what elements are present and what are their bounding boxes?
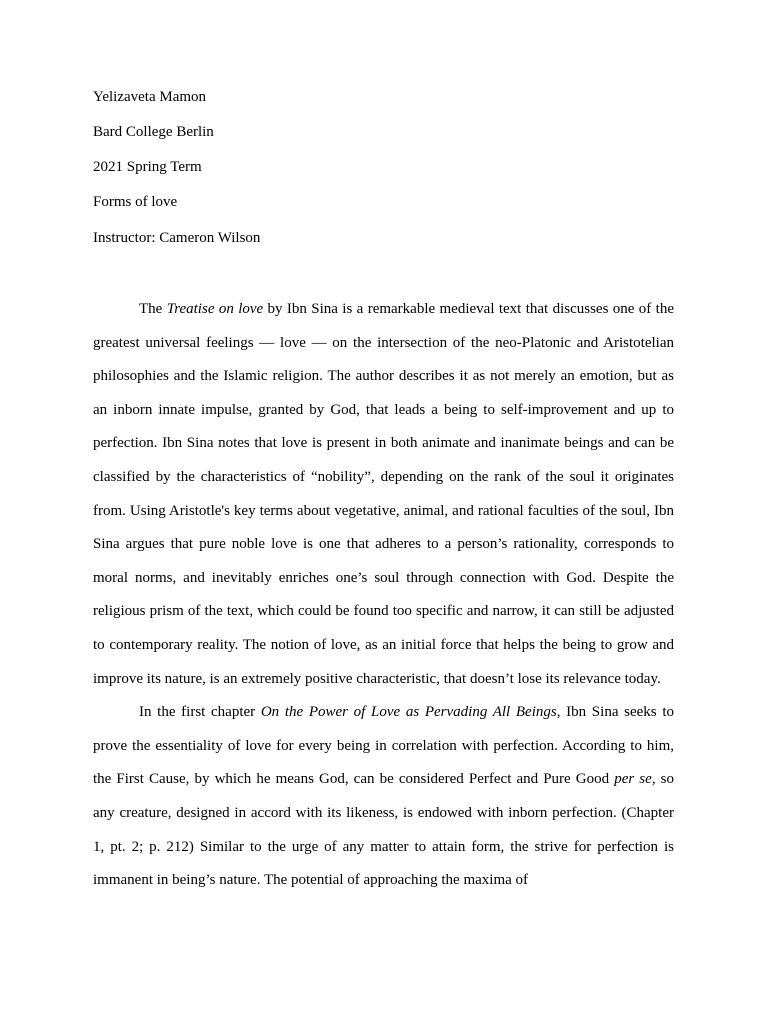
author-name: Yelizaveta Mamon xyxy=(93,89,207,105)
paragraph-2 xyxy=(93,696,674,898)
chapter-title: On the Power of Love as Pervading All Beings xyxy=(260,704,557,721)
course-title: Forms of love xyxy=(93,194,178,210)
paragraph-2-text-middle: , Ibn Sina seeks to prove the essentiality of love for every being in correlation with perfection. According to him, the First Cause, by which he means God, can be considered Perfect and Pure Good xyxy=(93,704,674,788)
paragraph-1-text-start: The xyxy=(139,301,167,317)
institution-name: Bard College Berlin xyxy=(93,124,214,140)
term-label: 2021 Spring Term xyxy=(93,159,202,175)
paragraph-2-text-start: In the first chapter xyxy=(139,704,261,721)
treatise-title: Treatise on love xyxy=(166,301,264,317)
latin-phrase: per se xyxy=(614,771,652,788)
paragraph-2-text-end: , so any creature, designed in accord with its likeness, is endowed with inborn perfection. (Chapter 1, pt. 2; p. 212) Similar to the urge of any matter to attain form, the strive for perfection is immanent in being’s nature. The potential of approaching the maxima of xyxy=(93,771,674,889)
paragraph-1-text-end: by Ibn Sina is a remarkable medieval text that discusses one of the greatest universal feelings — love — on the intersection of the neo-Platonic and Aristotelian philosophies and the Islamic religion. The author describes it as not merely an emotion, but as an inborn innate impulse, granted by God, that leads a being to self-improvement and up to perfection. Ibn Sina notes that love is present in both animate and inanimate beings and can be classified by the characteristics of “nobility”, depending on the rank of the soul it originates from. Using Aristotle's key terms about vegetative, animal, and rational faculties of the soul, Ibn Sina argues that pure noble love is one that adheres to a person’s rationality, corresponds to moral norms, and inevitably enriches one’s soul through connection with God. Despite the religious prism of the text, which could be found too specific and narrow, it can still be adjusted to contemporary reality. The notion of love, as an initial force that helps the being to grow and improve its nature, is an extremely positive characteristic, that doesn’t lose its relevance today. xyxy=(93,301,674,687)
paragraph-1 xyxy=(93,293,674,696)
essay-body xyxy=(93,293,674,898)
instructor-line: Instructor: Cameron Wilson xyxy=(93,230,261,246)
